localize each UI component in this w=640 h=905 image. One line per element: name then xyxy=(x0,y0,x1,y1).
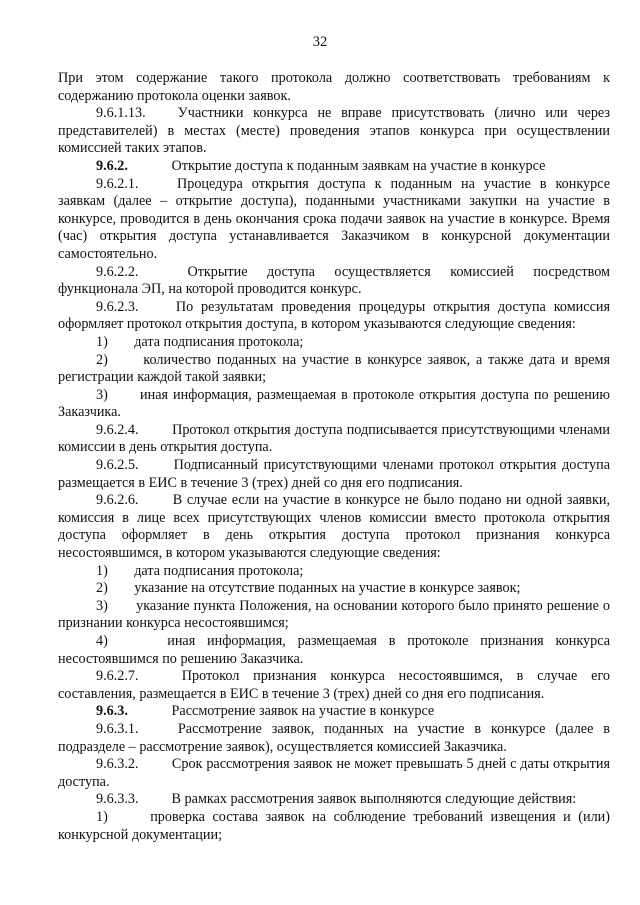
list-item-number: 1) xyxy=(96,808,108,825)
paragraph xyxy=(58,633,610,668)
paragraph-text: Протокол открытия доступа подписывается присутствующими членами комиссии в день открытия доступа. xyxy=(58,421,611,456)
paragraph xyxy=(58,721,610,756)
clause-number: 9.6.2.5. xyxy=(96,457,139,474)
paragraph xyxy=(58,264,610,299)
clause-number: 9.6.3.2. xyxy=(96,756,139,773)
list-item-number: 1) xyxy=(96,333,108,350)
paragraph xyxy=(58,176,610,264)
paragraph-text: Рассмотрение заявок на участие в конкурсе xyxy=(171,703,435,720)
paragraph xyxy=(58,334,610,352)
list-item-number: 2) xyxy=(96,580,108,597)
paragraph xyxy=(58,756,610,791)
clause-number: 9.6.3. xyxy=(96,703,128,720)
clause-number: 9.6.2.7. xyxy=(96,668,139,685)
paragraph-text: При этом содержание такого протокола должно соответствовать требованиям к содержанию протокола оценки заявок. xyxy=(58,70,610,104)
paragraph-text: В случае если на участие в конкурсе не было подано ни одной заявки, комиссия в лице всех присутствующих членов комиссии вместо протокола открытия доступа оформляет в день открытия доступа протокол признания конкурса несостоявшимся, в котором указываются следующие сведения: xyxy=(58,492,611,562)
paragraph xyxy=(58,598,610,633)
list-item-number: 3) xyxy=(96,597,108,614)
paragraph xyxy=(58,299,610,334)
list-item-number: 4) xyxy=(96,633,108,649)
list-item-number: 3) xyxy=(96,386,108,403)
paragraph-text: количество поданных на участие в конкурсе заявок, а также дата и время регистрации каждой такой заявки; xyxy=(58,351,611,386)
clause-number: 9.6.3.3. xyxy=(96,791,139,808)
paragraph-text: В рамках рассмотрения заявок выполняются следующие действия: xyxy=(171,791,577,808)
paragraph xyxy=(58,70,610,105)
clause-number: 9.6.2.6. xyxy=(96,492,139,509)
paragraph-text: По результатам проведения процедуры открытия доступа комиссия оформляет протокол открытия доступа, в котором указываются следующие сведения: xyxy=(58,298,610,333)
paragraph-text: Срок рассмотрения заявок не может превышать 5 дней с даты открытия доступа. xyxy=(58,756,611,790)
paragraph xyxy=(58,668,610,703)
paragraph-text: Протокол признания конкурса несостоявшимся, в случае его составления, размещается в ЕИС в течение 3 (трех) дней со дня его подписания. xyxy=(58,668,611,702)
paragraph-text: Открытие доступа к поданным заявкам на участие в конкурсе xyxy=(171,157,546,174)
document-body xyxy=(58,70,610,844)
clause-number: 9.6.2.1. xyxy=(96,175,139,192)
paragraph-text: указание на отсутствие поданных на участие в конкурсе заявок; xyxy=(134,580,521,597)
paragraph xyxy=(58,791,610,809)
clause-number: 9.6.2. xyxy=(96,157,128,174)
paragraph xyxy=(58,580,610,598)
paragraph xyxy=(58,422,610,457)
paragraph xyxy=(58,809,610,844)
paragraph xyxy=(58,703,610,721)
clause-number: 9.6.2.3. xyxy=(96,298,139,315)
clause-number: 9.6.1.13. xyxy=(96,105,146,122)
list-item-number: 2) xyxy=(96,351,108,368)
paragraph-text: Рассмотрение заявок, поданных на участие в конкурсе (далее в подразделе – рассмотрение заявок), осуществляется комиссией Заказчика. xyxy=(58,720,611,755)
paragraph-text: Процедура открытия доступа к поданным на участие в конкурсе заявкам (далее – открытие доступа), поданными участниками закупки на участие в конкурсе, проводится в день окончания срока подачи заявок на участие в конкурсе. Время (час) открытия доступа устанавливается Заказчиком в конкурсной документации самостоятельно. xyxy=(58,175,610,262)
paragraph-text: Открытие доступа осуществляется комиссией посредством функционала ЭП, на которой проводится конкурс. xyxy=(58,263,610,298)
paragraph-text: дата подписания протокола; xyxy=(134,333,304,350)
paragraph xyxy=(58,492,610,562)
paragraph xyxy=(58,457,610,492)
paragraph xyxy=(58,105,610,158)
paragraph-text: Подписанный присутствующими членами протокол открытия доступа размещается в ЕИС в течение 3 (трех) дней со дня его подписания. xyxy=(58,457,611,491)
paragraph-text: иная информация, размещаемая в протоколе открытия доступа по решению Заказчика. xyxy=(58,386,610,421)
page-number: 32 xyxy=(312,34,328,50)
clause-number: 9.6.2.4. xyxy=(96,421,139,438)
paragraph-text: Участники конкурса не вправе присутствовать (лично или через представителей) в местах (месте) проведения этапов конкурса при осуществлении комиссией таких этапов. xyxy=(58,105,610,157)
paragraph-text: иная информация, размещаемая в протоколе признания конкурса несостоявшимся по решению Заказчика. xyxy=(58,633,610,667)
list-item-number: 1) xyxy=(96,562,108,579)
paragraph xyxy=(58,563,610,581)
paragraph-text: указание пункта Положения, на основании которого было принято решение о признании конкурса несостоявшимся; xyxy=(58,597,610,632)
paragraph xyxy=(58,387,610,422)
clause-number: 9.6.3.1. xyxy=(96,720,139,737)
paragraph-text: проверка состава заявок на соблюдение требований извещения и (или) конкурсной документации; xyxy=(58,808,610,843)
clause-number: 9.6.2.2. xyxy=(96,263,139,280)
paragraph xyxy=(58,158,610,176)
paragraph xyxy=(58,352,610,387)
paragraph-text: дата подписания протокола; xyxy=(134,562,304,579)
